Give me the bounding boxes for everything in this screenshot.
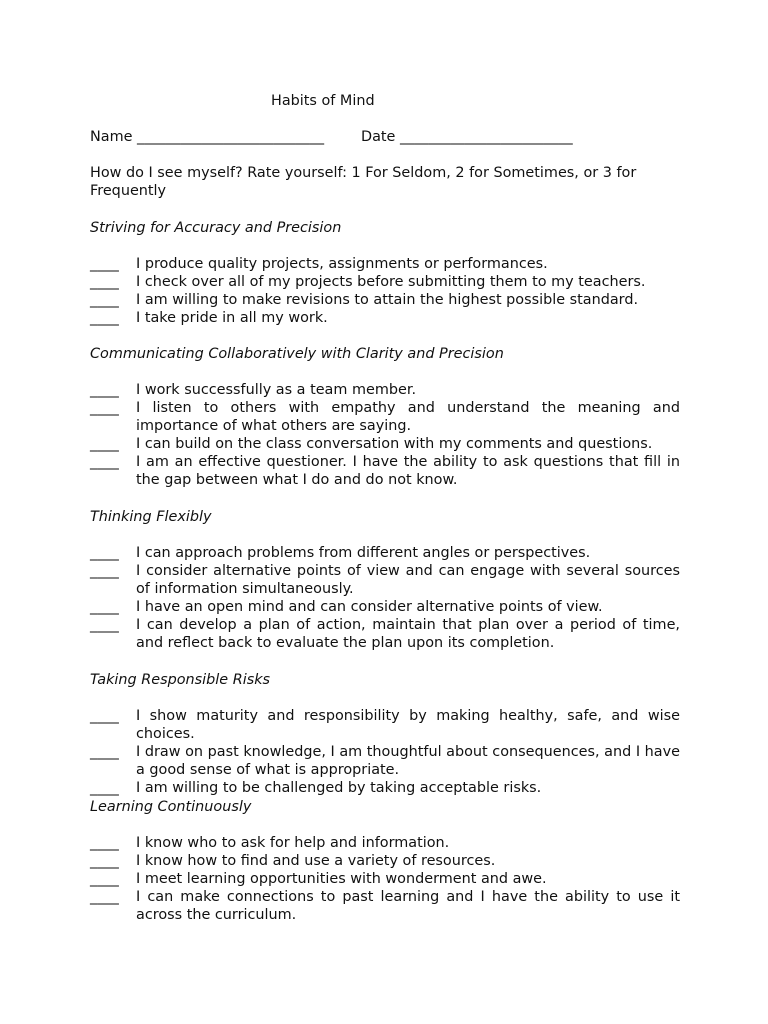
list-item xyxy=(90,870,680,888)
list-item xyxy=(90,852,680,870)
section-communicating xyxy=(90,345,680,489)
rating-blank: ____ xyxy=(90,454,119,470)
rating-blank: ____ xyxy=(90,835,119,851)
list-item xyxy=(90,544,680,562)
item-text: I meet learning opportunities with wonderment and awe. xyxy=(136,871,547,887)
rating-blank: ____ xyxy=(90,780,119,796)
section-heading: Taking Responsible Risks xyxy=(90,672,271,688)
rating-blank: ____ xyxy=(90,853,119,869)
rating-blank: ____ xyxy=(90,708,119,724)
rating-blank: ____ xyxy=(90,617,119,633)
rating-blank: ____ xyxy=(90,889,119,905)
section-responsible-risks xyxy=(90,671,680,797)
rating-blank: ____ xyxy=(90,436,119,452)
list-item xyxy=(90,743,680,779)
item-text: I am willing to make revisions to attain the highest possible standard. xyxy=(136,292,639,308)
item-text: I take pride in all my work. xyxy=(136,310,328,326)
item-text: I check over all of my projects before submitting them to my teachers. xyxy=(136,274,646,290)
section-heading: Striving for Accuracy and Precision xyxy=(90,220,342,236)
item-text: I produce quality projects, assignments or performances. xyxy=(136,256,548,272)
page-title: Habits of Mind xyxy=(271,93,375,109)
list-item xyxy=(90,616,680,652)
item-text: I can develop a plan of action, maintain that plan over a period of time, and reflect back to evaluate the plan upon its completion. xyxy=(136,617,680,651)
section-heading: Thinking Flexibly xyxy=(90,509,212,525)
rating-blank: ____ xyxy=(90,382,119,398)
list-item xyxy=(90,255,680,273)
rating-blank: ____ xyxy=(90,563,119,579)
list-item xyxy=(90,435,680,453)
section-heading: Learning Continuously xyxy=(90,799,252,815)
item-text: I consider alternative points of view and can engage with several sources of information simultaneously. xyxy=(136,563,680,597)
list-item xyxy=(90,888,680,924)
name-field-label: Name __________________________ xyxy=(90,129,325,145)
section-accuracy-precision xyxy=(90,219,680,327)
name-date-line xyxy=(90,128,573,146)
list-item xyxy=(90,562,680,598)
item-text: I have an open mind and can consider alternative points of view. xyxy=(136,599,603,615)
rating-blank: ____ xyxy=(90,256,119,272)
rating-blank: ____ xyxy=(90,599,119,615)
section-heading: Communicating Collaboratively with Clarity and Precision xyxy=(90,346,504,362)
item-text: I know how to find and use a variety of resources. xyxy=(136,853,496,869)
list-item xyxy=(90,707,680,743)
section-learning-continuously xyxy=(90,798,680,924)
item-text: I know who to ask for help and information. xyxy=(136,835,450,851)
item-text: I am willing to be challenged by taking acceptable risks. xyxy=(136,780,542,796)
rating-blank: ____ xyxy=(90,545,119,561)
list-item xyxy=(90,309,680,327)
section-thinking-flexibly xyxy=(90,508,680,652)
item-text: I work successfully as a team member. xyxy=(136,382,417,398)
list-item xyxy=(90,291,680,309)
list-item xyxy=(90,273,680,291)
list-item xyxy=(90,834,680,852)
item-text: I draw on past knowledge, I am thoughtful about consequences, and I have a good sense of what is appropriate. xyxy=(136,744,680,778)
rating-blank: ____ xyxy=(90,400,119,416)
rating-blank: ____ xyxy=(90,871,119,887)
rating-blank: ____ xyxy=(90,744,119,760)
list-item xyxy=(90,453,680,489)
list-item xyxy=(90,779,680,797)
item-text: I am an effective questioner. I have the ability to ask questions that fill in the gap between what I do and do not know. xyxy=(136,454,680,488)
item-text: I can make connections to past learning and I have the ability to use it across the curriculum. xyxy=(136,889,680,923)
item-text: I show maturity and responsibility by making healthy, safe, and wise choices. xyxy=(136,708,680,742)
item-text: I listen to others with empathy and understand the meaning and importance of what others are saying. xyxy=(136,400,680,434)
item-text: I can build on the class conversation with my comments and questions. xyxy=(136,436,653,452)
list-item xyxy=(90,399,680,435)
list-item xyxy=(90,598,680,616)
item-text: I can approach problems from different angles or perspectives. xyxy=(136,545,591,561)
rating-blank: ____ xyxy=(90,292,119,308)
date-field-label: Date ________________________ xyxy=(361,129,573,145)
list-item xyxy=(90,381,680,399)
rating-blank: ____ xyxy=(90,310,119,326)
instructions: How do I see myself? Rate yourself: 1 For Seldom, 2 for Sometimes, or 3 for Frequently xyxy=(90,165,637,199)
rating-blank: ____ xyxy=(90,274,119,290)
